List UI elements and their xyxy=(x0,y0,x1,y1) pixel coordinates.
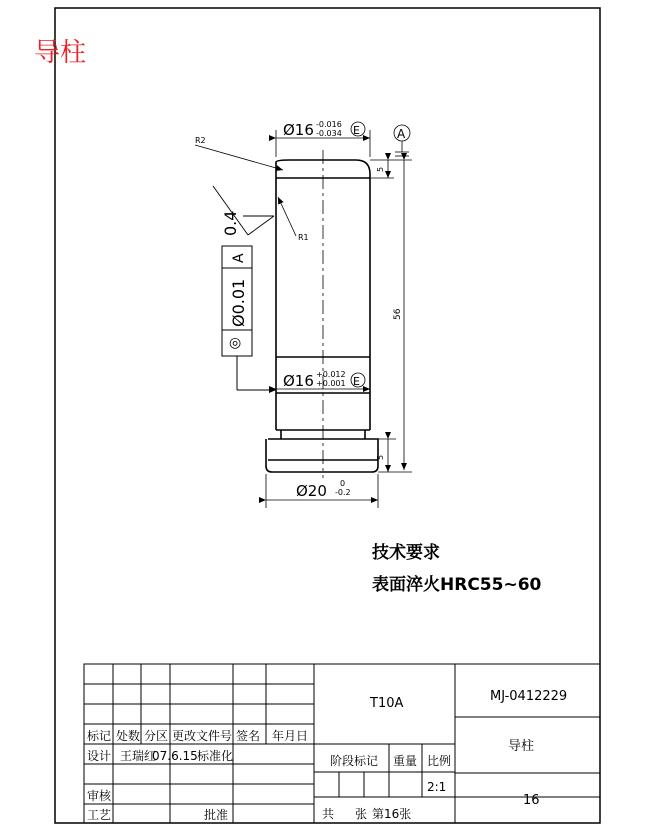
top-tol-upper: -0.016 xyxy=(316,120,342,129)
radius-r2-text: R2 xyxy=(195,136,206,145)
label-sheets: 张 xyxy=(355,807,368,821)
tolerance-datum: A xyxy=(231,253,247,263)
radius-r1-text: R1 xyxy=(298,233,309,242)
label-scale: 比例 xyxy=(427,754,452,768)
datum-a-label: A xyxy=(397,127,406,141)
base-tol-lower: -0.2 xyxy=(335,488,351,497)
label-zone: 分区 xyxy=(144,729,169,743)
tolerance-value: Ø0.01 xyxy=(229,278,248,327)
top-diameter-text: Ø16 xyxy=(283,121,314,139)
label-signature: 签名 xyxy=(236,729,261,743)
designer-name: 王瑞红 xyxy=(120,749,157,763)
label-check: 审核 xyxy=(87,789,112,803)
roughness-value: 0.4 xyxy=(221,210,240,236)
top-height-text: 5 xyxy=(376,166,385,172)
scale-text: 2:1 xyxy=(427,780,447,794)
mid-envelope-symbol: E xyxy=(353,375,360,388)
total-height-text: 56 xyxy=(393,308,403,320)
quantity-text: 16 xyxy=(523,793,540,808)
height-dimensions xyxy=(370,160,412,472)
label-stage-mark: 阶段标记 xyxy=(330,754,379,768)
base-diameter-text: Ø20 xyxy=(296,482,327,500)
drawing-number-text: MJ-0412229 xyxy=(490,689,568,704)
material-text: T10A xyxy=(370,696,404,711)
radius-leaders xyxy=(195,145,296,236)
mid-tol-lower: +0.001 xyxy=(316,379,346,388)
part-name-text: 导柱 xyxy=(508,739,535,754)
requirements-line: 表面淬火HRC55~60 xyxy=(372,575,542,595)
requirements-heading: 技术要求 xyxy=(372,543,440,563)
part-title: 导柱 xyxy=(34,38,87,68)
label-count: 处数 xyxy=(116,729,141,743)
label-standardize: 标准化 xyxy=(197,749,234,763)
label-process: 工艺 xyxy=(87,808,112,822)
base-tol-upper: 0 xyxy=(340,479,346,488)
design-date: 07.6.15 xyxy=(152,749,198,763)
label-date: 年月日 xyxy=(272,729,309,743)
mid-diameter-text: Ø16 xyxy=(283,372,314,390)
label-mark: 标记 xyxy=(87,729,112,743)
label-total: 共 xyxy=(322,807,335,821)
label-change-doc: 更改文件号 xyxy=(172,729,233,743)
top-envelope-symbol: E xyxy=(353,124,360,137)
label-weight: 重量 xyxy=(393,754,418,768)
label-design: 设计 xyxy=(87,749,112,763)
label-sheet-no: 第16张 xyxy=(372,807,412,821)
label-approve: 批准 xyxy=(204,808,229,822)
base-height-text: 5 xyxy=(376,454,385,460)
mid-tol-upper: +0.012 xyxy=(316,370,346,379)
top-tol-lower: -0.034 xyxy=(316,129,342,138)
tolerance-symbol: ◎ xyxy=(229,335,242,351)
